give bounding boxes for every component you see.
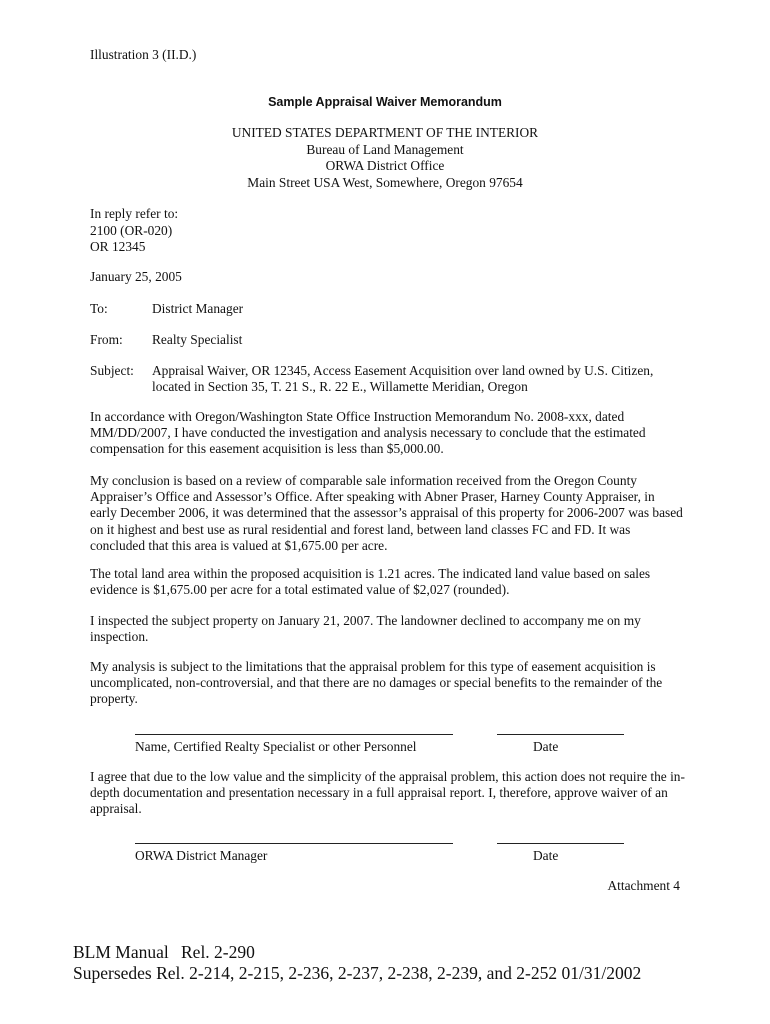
subject-line-2: located in Section 35, T. 21 S., R. 22 E., Willamette Meridian, Oregon (152, 379, 528, 394)
paragraph-line: appraisal. (90, 801, 142, 817)
department-name: UNITED STATES DEPARTMENT OF THE INTERIOR (231, 125, 539, 140)
document-title: Sample Appraisal Waiver Memorandum (268, 95, 502, 109)
paragraph-line: The total land area within the proposed acquisition is 1.21 acres. The indicated land value based on sales (90, 566, 651, 581)
reply-ref-2: OR 12345 (90, 239, 146, 254)
paragraph-6 (90, 769, 686, 818)
subject-label: Subject: (90, 363, 134, 378)
bureau-name: Bureau of Land Management (306, 141, 464, 157)
paragraph-line: property. (90, 691, 138, 707)
attachment-label: Attachment 4 (607, 878, 680, 893)
paragraph-line: inspection. (90, 629, 149, 645)
illustration-label: Illustration 3 (II.D.) (90, 47, 197, 62)
from-value: Realty Specialist (152, 332, 243, 347)
paragraph-line: My conclusion is based on a review of comparable sale information received from the Oregon County (90, 473, 637, 488)
manager-date-label: Date (533, 848, 559, 863)
reply-reference (90, 206, 178, 256)
office-address: Main Street USA West, Somewhere, Oregon 97654 (247, 174, 523, 190)
to-value: District Manager (152, 301, 244, 316)
paragraph-line: I agree that due to the low value and the simplicity of the appraisal problem, this action does not require the in- (90, 769, 685, 784)
paragraph-line: My analysis is subject to the limitations that the appraisal problem for this type of easement acquisition is (90, 659, 656, 674)
specialist-signature-line (135, 734, 453, 735)
to-label: To: (90, 301, 108, 316)
paragraph-2 (90, 473, 686, 554)
from-label: From: (90, 332, 123, 347)
specialist-date-line (497, 734, 624, 735)
manager-signature-line (135, 843, 453, 844)
manager-date-line (497, 843, 624, 844)
manager-signature-label: ORWA District Manager (135, 848, 268, 863)
paragraph-line: I inspected the subject property on January 21, 2007. The landowner declined to accompany me on my (90, 613, 641, 628)
paragraph-line: concluded that this area is valued at $1,675.00 per acre. (90, 537, 388, 553)
paragraph-4 (90, 613, 686, 645)
letterhead (0, 125, 770, 191)
memo-date: January 25, 2005 (90, 269, 182, 284)
paragraph-line: In accordance with Oregon/Washington State Office Instruction Memorandum No. 2008-xxx, dated (90, 409, 625, 424)
specialist-signature-label: Name, Certified Realty Specialist or other Personnel (135, 739, 417, 754)
footer-release: Rel. 2-290 (181, 942, 255, 962)
reply-ref-1: 2100 (OR-020) (90, 222, 173, 238)
paragraph-line: MM/DD/2007, I have conducted the investigation and analysis necessary to conclude that the estimated (90, 425, 646, 441)
subject-line-1: Appraisal Waiver, OR 12345, Access Easement Acquisition over land owned by U.S. Citizen, (152, 363, 654, 378)
paragraph-3 (90, 566, 686, 598)
paragraph-line: early December 2006, it was determined that the assessor’s appraisal of this property for 2006-2007 was based (90, 505, 683, 521)
reply-label: In reply refer to: (90, 206, 179, 221)
paragraph-5 (90, 659, 686, 708)
footer-supersedes: Supersedes Rel. 2-214, 2-215, 2-236, 2-237, 2-238, 2-239, and 2-252 01/31/2002 (73, 963, 642, 983)
paragraph-line: compensation for this easement acquisition is less than $5,000.00. (90, 441, 444, 457)
paragraph-line: depth documentation and presentation necessary in a full appraisal report. I, therefore, approve waiver of an (90, 785, 668, 801)
footer-manual: BLM Manual (73, 942, 169, 962)
paragraph-line: Appraiser’s Office and Assessor’s Office. After speaking with Abner Praser, Harney County Appraiser, in (90, 489, 655, 505)
paragraph-line: on it highest and best use as rural residential and forest land, between land classes FC and FD. It was (90, 521, 631, 537)
paragraph-line: evidence is $1,675.00 per acre for a total estimated value of $2,027 (rounded). (90, 582, 510, 598)
office-name: ORWA District Office (325, 158, 445, 173)
paragraph-1 (90, 409, 686, 458)
paragraph-line: uncomplicated, non-controversial, and that there are no damages or special benefits to the remainder of the (90, 675, 663, 691)
specialist-date-label: Date (533, 739, 559, 754)
